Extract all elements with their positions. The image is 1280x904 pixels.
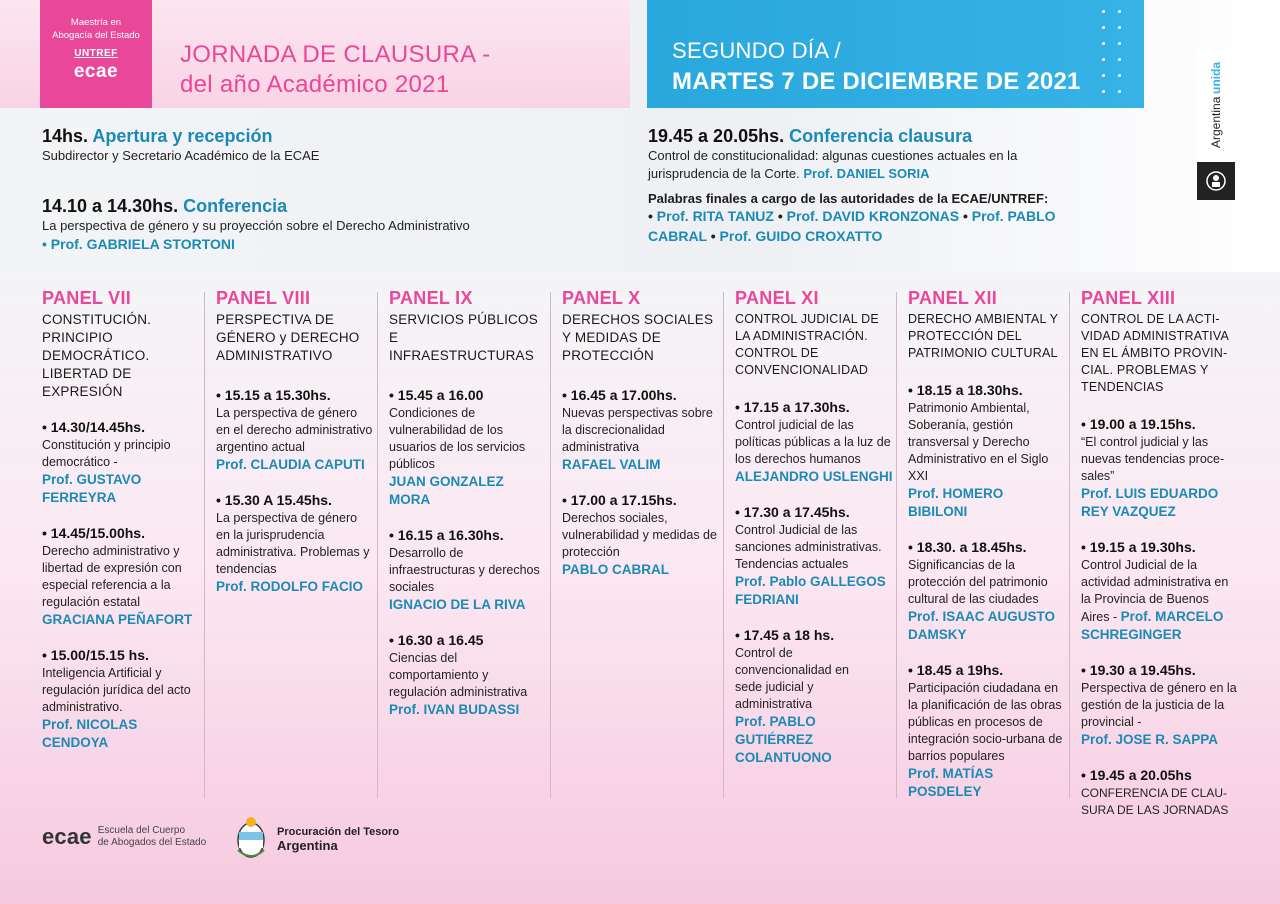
item-time: • 17.30 a 17.45hs. [735, 504, 850, 520]
schedule-item [908, 382, 1064, 521]
item-desc: Perspectiva de género en la gestión de la justicia de la provincial - [1081, 681, 1237, 729]
item-prof: PABLO CABRAL [562, 562, 669, 577]
schedule-item [1081, 662, 1239, 749]
procuracion-line-1: Procuración del Tesoro [277, 825, 400, 838]
item-time: • 15.30 A 15.45hs. [216, 492, 332, 508]
item-prof: IGNACIO DE LA RIVA [389, 597, 526, 612]
panel-theme: SERVICIOS PÚBLICOS E INFRAESTRUCTURAS [389, 312, 538, 363]
conf1-prof: • Prof. GABRIELA STORTONI [42, 236, 235, 252]
item-time: • 14.45/15.00hs. [42, 525, 145, 541]
item-prof: JUAN GONZALEZ MORA [389, 474, 504, 507]
coat-of-arms-icon [233, 814, 269, 864]
item-time: • 19.45 a 20.05hs [1081, 767, 1192, 783]
logo-text-3: UNTREF [74, 48, 118, 59]
argentina-unida-text [1197, 50, 1235, 160]
item-time: • 17.00 a 17.15hs. [562, 492, 677, 508]
panel-title: PANEL IX [389, 288, 473, 308]
schedule-item [389, 527, 545, 614]
schedule-item [908, 662, 1064, 801]
procuracion-text [277, 826, 399, 853]
schedule-item [1081, 767, 1239, 819]
title-line-2: del año Académico 2021 [180, 71, 450, 98]
schedule-item [562, 492, 722, 579]
schedule-item [389, 632, 545, 719]
item-prof: RAFAEL VALIM [562, 457, 661, 472]
prof-kronzonas: Prof. DAVID KRONZONAS [786, 208, 960, 224]
prof-cabral-1: Prof. PABLO [971, 208, 1056, 224]
ecae-school-name [98, 825, 206, 849]
date-banner [647, 0, 1144, 108]
ecae-logo-text: ecae [42, 824, 92, 849]
panel-title: PANEL X [562, 288, 641, 308]
title-line-1: JORNADA DE CLAUSURA - [180, 41, 491, 68]
prof-croxatto: Prof. GUIDO CROXATTO [719, 228, 883, 244]
column-divider [377, 292, 378, 798]
item-time: • 17.45 a 18 hs. [735, 627, 835, 643]
schedule-item [1081, 416, 1239, 521]
clausura-prof: Prof. DANIEL SORIA [803, 166, 930, 181]
item-time: • 14.30/14.45hs. [42, 419, 145, 435]
schedule-item [735, 504, 895, 609]
schedule-item [42, 647, 202, 752]
national-seal-icon [1197, 162, 1235, 200]
item-time: • 16.15 a 16.30hs. [389, 527, 504, 543]
panel-theme: CONTROL DE LA ACTI- VIDAD ADMINISTRATIVA EN EL ÁMBITO PROVIN- CIAL. PROBLEMAS Y TENDENCIAS [1081, 312, 1229, 394]
item-desc: Condiciones de vulnerabilidad de los usuarios de los servicios públicos [389, 406, 526, 471]
item-desc [1081, 557, 1239, 644]
panel-x [562, 288, 722, 798]
panel-theme: PERSPECTIVA DE GÉNERO y DERECHO ADMINISTRATIVO [216, 312, 360, 363]
item-time: • 18.30. a 18.45hs. [908, 539, 1027, 555]
item-desc: “El control judicial y las nuevas tendencias proce- sales” [1081, 435, 1225, 483]
item-time: • 18.15 a 18.30hs. [908, 382, 1023, 398]
schedule-item [389, 387, 545, 509]
panel-xii [908, 288, 1064, 798]
clausura-title: Conferencia clausura [789, 126, 973, 146]
item-time: • 15.45 a 16.00 [389, 387, 484, 403]
item-desc: Derechos sociales, vulnerabilidad y medidas de protección [562, 511, 717, 559]
escuela-line-1: Escuela del Cuerpo [97, 825, 186, 836]
item-prof: Prof. Pablo GALLEGOS FEDRIANI [735, 574, 886, 607]
schedule-item [216, 492, 374, 596]
item-prof: Prof. GUSTAVO FERREYRA [42, 472, 142, 505]
item-desc: Inteligencia Artificial y regulación jurídica del acto administrativo. [42, 666, 191, 714]
item-desc: La perspectiva de género en el derecho administrativo argentino actual [216, 406, 373, 454]
date-label: MARTES 7 DE DICIEMBRE DE 2021 [672, 68, 1081, 95]
item-prof: ALEJANDRO USLENGHI [735, 469, 893, 484]
panel-theme: DERECHO AMBIENTAL Y PROTECCIÓN DEL PATRIMONIO CULTURAL [908, 312, 1058, 360]
clausura-desc-2: jurisprudencia de la Corte. [648, 166, 800, 181]
item-desc: Control de convencionalidad en sede judicial y administrativa [735, 646, 849, 711]
item-prof: Prof. IVAN BUDASSI [389, 702, 520, 717]
item-time: • 15.00/15.15 hs. [42, 647, 149, 663]
item-desc-text: Control Judicial de la actividad administrativa en la Provincia de Buenos Aires - [1081, 558, 1229, 624]
untref-ecae-logo [40, 0, 152, 108]
logo-text-1: Maestría en [70, 17, 122, 28]
column-divider [204, 292, 205, 798]
item-prof: Prof. CLAUDIA CAPUTI [216, 457, 365, 472]
item-prof: Prof. ISAAC AUGUSTO DAMSKY [908, 609, 1056, 642]
item-desc: La perspectiva de género en la jurisprudencia administrativa. Problemas y tendencias [216, 511, 370, 576]
procuracion-line-2: Argentina [277, 837, 338, 853]
item-desc: Desarrollo de infraestructuras y derechos sociales [389, 546, 540, 594]
schedule-item [42, 525, 202, 629]
item-prof: Prof. HOMERO BIBILONI [908, 486, 1004, 519]
column-divider [1069, 292, 1070, 798]
item-time: • 19.00 a 19.15hs. [1081, 416, 1196, 432]
panel-xiii [1081, 288, 1239, 817]
item-time: • 16.45 a 17.00hs. [562, 387, 677, 403]
clausura-time: 19.45 a 20.05hs. [648, 126, 785, 146]
item-prof: Prof. LUIS EDUARDO REY VAZQUEZ [1081, 486, 1219, 519]
apertura-title: Apertura y recepción [92, 126, 273, 146]
panel-ix [389, 288, 545, 798]
item-desc: Participación ciudadana en la planificación de las obras públicas en procesos de integración socio-urbana de barrios populares [908, 681, 1063, 763]
dots-decoration-icon [1102, 10, 1132, 100]
panel-title: PANEL XI [735, 288, 819, 308]
item-prof: Prof. PABLO GUTIÉRREZ COLANTUONO [735, 714, 832, 765]
panel-theme: CONSTITUCIÓN. PRINCIPIO DEMOCRÁTICO. LIBERTAD DE EXPRESIÓN [42, 312, 152, 399]
conf1-time: 14.10 a 14.30hs. [42, 196, 179, 216]
panel-title: PANEL XIII [1081, 288, 1176, 308]
schedule-item [42, 419, 202, 507]
palabras-finales: Palabras finales a cargo de las autoridades de la ECAE/UNTREF: [648, 191, 1049, 206]
palabras-prof-list: • Prof. RITA TANUZ • Prof. DAVID KRONZONAS • Prof. PABLO CABRAL • Prof. GUIDO CROXATTO [648, 208, 1056, 244]
panel-title: PANEL VII [42, 288, 132, 308]
clausura-desc-1: Control de constitucionalidad: algunas cuestiones actuales en la [648, 148, 1018, 163]
item-desc: Significancias de la protección del patrimonio cultural de las ciudades [908, 558, 1048, 606]
item-desc: Nuevas perspectivas sobre la discrecionalidad administrativa [562, 406, 713, 454]
page-title [180, 40, 490, 100]
logo-text-2: Abogacía del Estado [52, 30, 140, 41]
item-desc: Constitución y principio democrático - [42, 438, 171, 469]
column-divider [723, 292, 724, 798]
item-desc: Control Judicial de las sanciones administrativas. Tendencias actuales [735, 523, 882, 571]
panel-viii [216, 288, 374, 798]
item-prof: GRACIANA PEÑAFORT [42, 612, 193, 627]
schedule-item [735, 627, 895, 767]
apertura-time: 14hs. [42, 126, 89, 146]
ecae-footer-logo [42, 824, 206, 850]
schedule-item [216, 387, 374, 474]
panel-title: PANEL VIII [216, 288, 311, 308]
schedule-item [562, 387, 722, 474]
event-conferencia [42, 196, 602, 254]
event-apertura [42, 126, 602, 165]
item-prof: Prof. JOSE R. SAPPA [1081, 732, 1219, 747]
item-time: • 19.30 a 19.45hs. [1081, 662, 1196, 678]
item-desc: Derecho administrativo y libertad de expresión con especial referencia a la regulación estatal [42, 544, 182, 609]
panel-vii [42, 288, 202, 798]
item-prof: Prof. MATÍAS POSDELEY [908, 766, 994, 799]
item-time: • 16.30 a 16.45 [389, 632, 484, 648]
procuracion-footer-logo [233, 814, 399, 864]
item-desc: Control judicial de las políticas públicas a la luz de los derechos humanos [735, 418, 891, 466]
unida-text: unida [1209, 61, 1223, 94]
conf1-desc: La perspectiva de género y su proyección sobre el Derecho Administrativo [42, 218, 470, 233]
escuela-line-2: de Abogados del Estado [97, 837, 207, 848]
panels-grid [0, 288, 1280, 817]
item-prof: Prof. NICOLAS CENDOYA [42, 717, 138, 750]
column-divider [896, 292, 897, 798]
argentina-unida-badge [1197, 50, 1235, 200]
item-desc: Patrimonio Ambiental, Soberanía, gestión transversal y Derecho Administrativo en el Siglo XXI [908, 401, 1049, 483]
conf1-title: Conferencia [183, 196, 288, 216]
column-divider [550, 292, 551, 798]
schedule-item [735, 399, 895, 486]
item-desc: CONFERENCIA DE CLAU- SURA DE LAS JORNADAS [1081, 786, 1229, 817]
item-desc: Ciencias del comportamiento y regulación administrativa [389, 651, 528, 699]
item-time: • 18.45 a 19hs. [908, 662, 1004, 678]
item-prof: Prof. MARCELO SCHREGINGER [1081, 609, 1224, 642]
panel-xi [735, 288, 895, 798]
logo-text-4: ecae [73, 61, 119, 82]
item-time: • 15.15 a 15.30hs. [216, 387, 331, 403]
item-time: • 19.15 a 19.30hs. [1081, 539, 1196, 555]
item-prof: Prof. RODOLFO FACIO [216, 579, 363, 594]
panel-theme: CONTROL JUDICIAL DE LA ADMINISTRACIÓN. CONTROL DE CONVENCIONALIDAD [735, 312, 879, 377]
event-clausura [648, 126, 1148, 246]
schedule-item [1081, 539, 1239, 644]
schedule-item [908, 539, 1064, 644]
panel-theme: DERECHOS SOCIALES Y MEDIDAS DE PROTECCIÓN [562, 312, 714, 363]
apertura-desc: Subdirector y Secretario Académico de la ECAE [42, 148, 320, 163]
argentina-text: Argentina [1209, 96, 1223, 149]
prof-cabral-2: CABRAL [648, 228, 707, 244]
panel-title: PANEL XII [908, 288, 998, 308]
item-time: • 17.15 a 17.30hs. [735, 399, 850, 415]
prof-tanuz: Prof. RITA TANUZ [656, 208, 774, 224]
day-label: SEGUNDO DÍA / [672, 38, 841, 63]
